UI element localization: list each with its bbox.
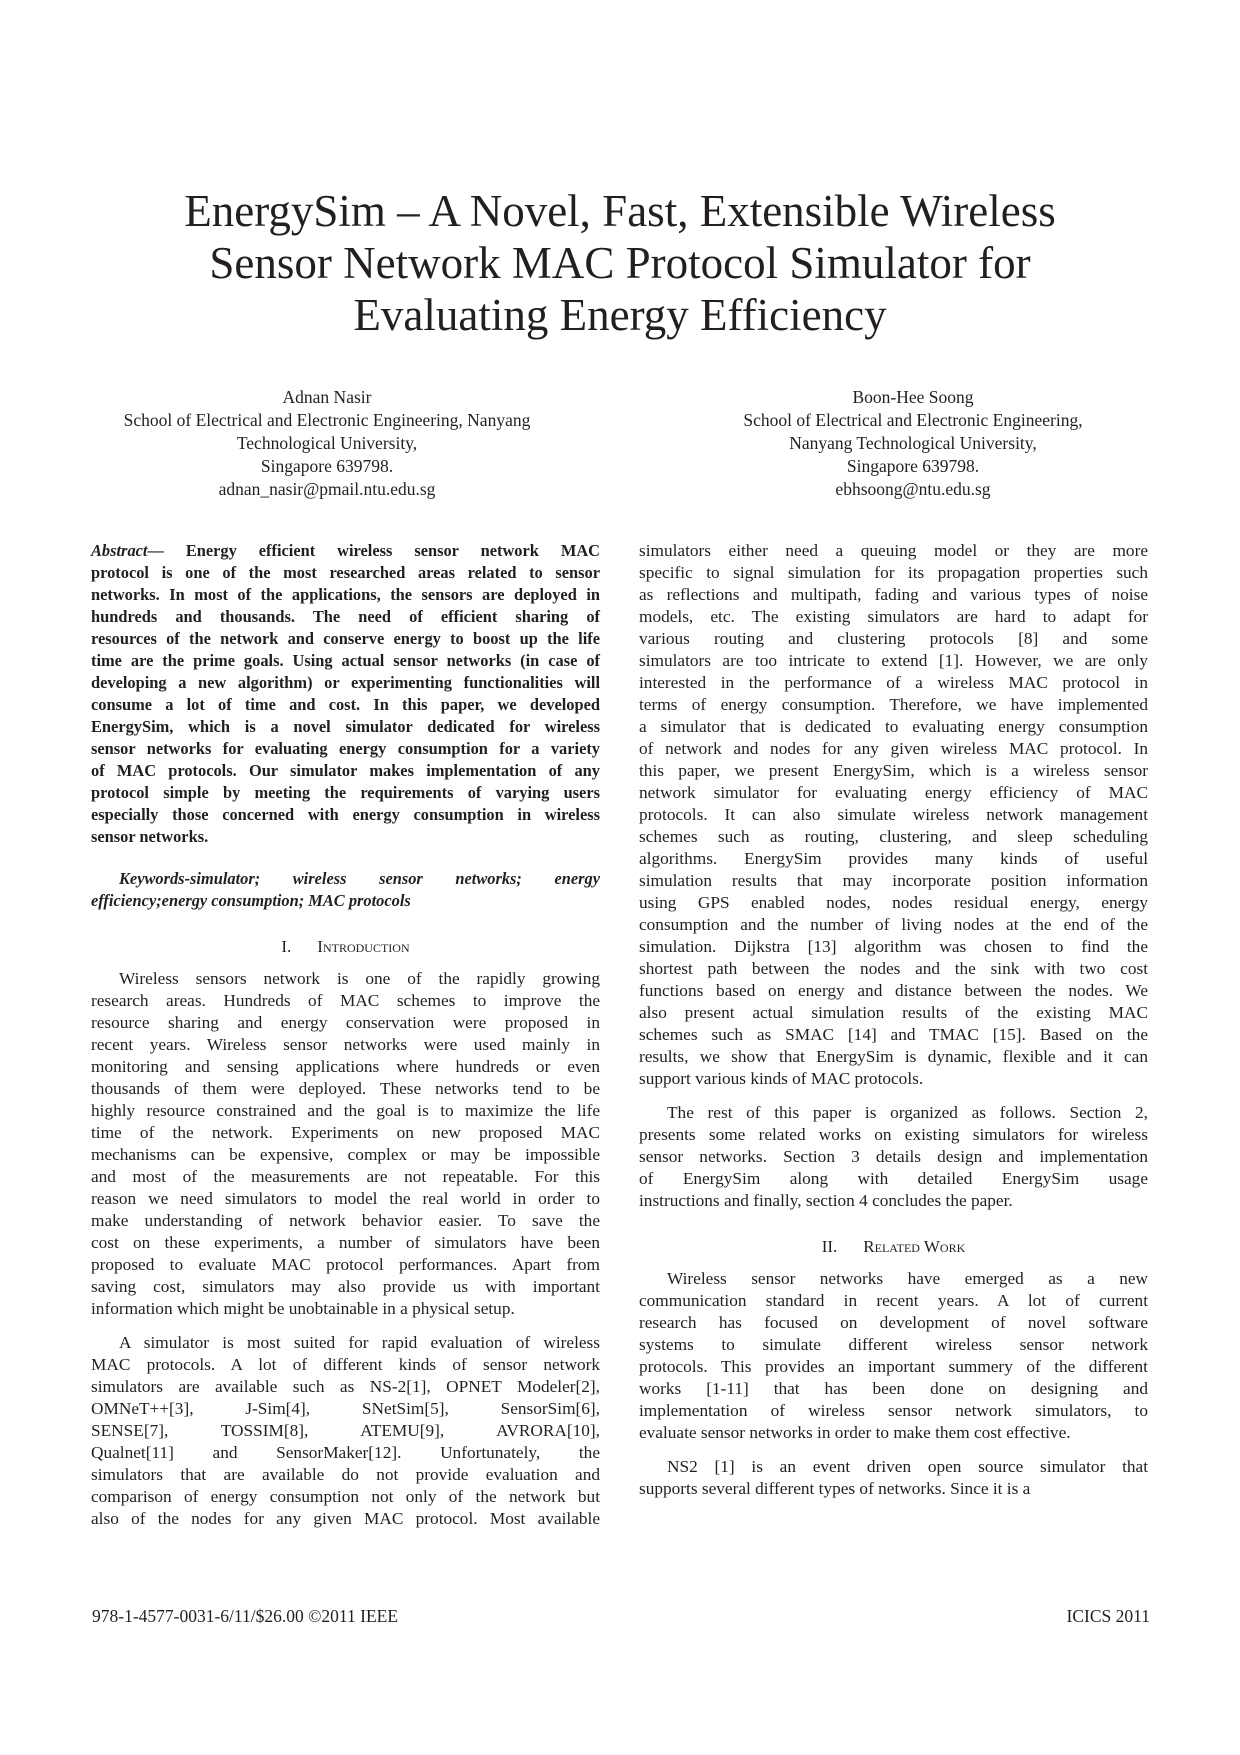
text-line: also of the nodes for any given MAC protocol. Most available xyxy=(91,1509,600,1528)
abstract-line: sensor networks for evaluating energy consumption for a variety xyxy=(91,739,600,758)
text-line: The rest of this paper is organized as follows. Section 2, xyxy=(667,1103,1148,1122)
abstract-line: protocol simple by meeting the requirements of varying users xyxy=(91,783,600,802)
text-line: information which might be unobtainable in a physical setup. xyxy=(91,1299,515,1318)
text-line: and most of the measurements are not repeatable. For this xyxy=(91,1167,600,1186)
abstract-line xyxy=(91,540,600,562)
text-line: make understanding of network behavior easier. To save the xyxy=(91,1211,600,1230)
abstract-line: EnergySim, which is a novel simulator dedicated for wireless xyxy=(91,717,600,736)
text-line: using GPS enabled nodes, nodes residual energy, energy xyxy=(639,893,1148,912)
author-affiliation: Technological University, xyxy=(236,433,418,453)
text-line: simulation. Dijkstra [13] algorithm was chosen to find the xyxy=(639,937,1148,956)
text-line: resource sharing and energy conservation were proposed in xyxy=(91,1013,600,1032)
text-line: of network and nodes for any given wireless MAC protocol. In xyxy=(639,739,1148,758)
text-line: cost on these experiments, a number of simulators have been xyxy=(91,1233,600,1252)
text-line: simulators either need a queuing model or they are more xyxy=(639,541,1148,560)
text-line: functions based on energy and distance between the nodes. We xyxy=(639,981,1148,1000)
section-heading-related-work xyxy=(639,1236,1148,1258)
text-line: mechanisms can be expensive, complex or may be impossible xyxy=(91,1145,600,1164)
paragraph xyxy=(639,1268,1148,1444)
author-name: Boon-Hee Soong xyxy=(852,387,974,407)
text-line: interested in the performance of a wireless MAC protocol in xyxy=(639,673,1148,692)
abstract-line: networks. In most of the applications, the sensors are deployed in xyxy=(91,585,600,604)
text-line: thousands of them were deployed. These networks tend to be xyxy=(91,1079,600,1098)
text-line: various routing and clustering protocols [8] and some xyxy=(639,629,1148,648)
text-line: NS2 [1] is an event driven open source simulator that xyxy=(667,1457,1148,1476)
title-line: EnergySim – A Novel, Fast, Extensible Wireless xyxy=(184,186,1056,236)
title-line: Evaluating Energy Efficiency xyxy=(353,290,887,340)
text-line: communication standard in recent years. A lot of current xyxy=(639,1291,1148,1310)
text-line: recent years. Wireless sensor networks were used mainly in xyxy=(91,1035,600,1054)
abstract-text: Energy efficient wireless sensor network MAC xyxy=(163,541,600,560)
text-line: monitoring and sensing applications where hundreds or even xyxy=(91,1057,600,1076)
text-line: research has focused on development of novel software xyxy=(639,1313,1148,1332)
text-line: implementation of wireless sensor network simulators, to xyxy=(639,1401,1148,1420)
text-line: support various kinds of MAC protocols. xyxy=(639,1069,924,1088)
abstract-line: especially those concerned with energy consumption in wireless xyxy=(91,805,600,824)
text-line: supports several different types of networks. Since it is a xyxy=(639,1479,1031,1498)
text-line: of EnergySim along with detailed EnergySim usage xyxy=(639,1169,1148,1188)
text-line: comparison of energy consumption not only of the network but xyxy=(91,1487,600,1506)
text-line: presents some related works on existing simulators for wireless xyxy=(639,1125,1148,1144)
text-line: sensor networks. Section 3 details design and implementation xyxy=(639,1147,1148,1166)
author-affiliation: School of Electrical and Electronic Engineering, xyxy=(743,410,1083,430)
text-line: Qualnet[11] and SensorMaker[12]. Unfortunately, the xyxy=(91,1443,600,1462)
author-affiliation: Singapore 639798. xyxy=(260,456,394,476)
author-affiliation: Singapore 639798. xyxy=(846,456,980,476)
abstract-line: of MAC protocols. Our simulator makes implementation of any xyxy=(91,761,600,780)
section-heading-introduction xyxy=(91,936,600,958)
section-title: Related Work xyxy=(863,1237,966,1256)
text-line: proposed to evaluate MAC protocol performances. Apart from xyxy=(91,1255,600,1274)
left-column xyxy=(91,540,600,1530)
text-line: models, etc. The existing simulators are hard to adapt for xyxy=(639,607,1148,626)
text-line: research areas. Hundreds of MAC schemes to improve the xyxy=(91,991,600,1010)
section-title: Introduction xyxy=(317,937,410,956)
author-block xyxy=(668,386,1158,501)
copyright-footer: 978-1-4577-0031-6/11/$26.00 ©2011 IEEE xyxy=(92,1606,399,1626)
text-line: works [1-11] that has been done on designing and xyxy=(639,1379,1148,1398)
text-line: simulators are too intricate to extend [1]. However, we are only xyxy=(639,651,1148,670)
text-line: terms of energy consumption. Therefore, we have implemented xyxy=(639,695,1148,714)
text-line: network simulator for evaluating energy efficiency of MAC xyxy=(639,783,1148,802)
abstract xyxy=(91,540,600,848)
paragraph xyxy=(639,1102,1148,1212)
text-line: instructions and finally, section 4 concludes the paper. xyxy=(639,1191,1013,1210)
text-line: algorithms. EnergySim provides many kinds of useful xyxy=(639,849,1148,868)
abstract-line: consume a lot of time and cost. In this paper, we developed xyxy=(91,695,600,714)
keywords-line: efficiency;energy consumption; MAC protocols xyxy=(91,891,411,910)
text-line: schemes such as routing, clustering, and sleep scheduling xyxy=(639,827,1148,846)
right-column xyxy=(639,540,1148,1500)
text-line: results, we show that EnergySim is dynamic, flexible and it can xyxy=(639,1047,1148,1066)
abstract-line: hundreds and thousands. The need of efficient sharing of xyxy=(91,607,600,626)
author-email[interactable]: ebhsoong@ntu.edu.sg xyxy=(835,479,991,499)
abstract-line: developing a new algorithm) or experimenting functionalities will xyxy=(91,673,600,692)
text-line: protocols. This provides an important summery of the different xyxy=(639,1357,1148,1376)
text-line: time of the network. Experiments on new proposed MAC xyxy=(91,1123,600,1142)
text-line: simulators are available such as NS-2[1], OPNET Modeler[2], xyxy=(91,1377,600,1396)
text-line: simulation results that may incorporate position information xyxy=(639,871,1148,890)
text-line: Wireless sensor networks have emerged as a new xyxy=(667,1269,1148,1288)
text-line: OMNeT++[3], J-Sim[4], SNetSim[5], SensorSim[6], xyxy=(91,1399,600,1418)
text-line: a simulator that is dedicated to evaluating energy consumption xyxy=(639,717,1148,736)
author-affiliation: School of Electrical and Electronic Engineering, Nanyang xyxy=(123,410,531,430)
keywords xyxy=(91,868,600,912)
text-line: evaluate sensor networks in order to make them cost effective. xyxy=(639,1423,1071,1442)
paragraph xyxy=(91,968,600,1320)
text-line: consumption and the number of living nodes at the end of the xyxy=(639,915,1148,934)
paragraph xyxy=(639,540,1148,1090)
text-line: this paper, we present EnergySim, which is a wireless sensor xyxy=(639,761,1148,780)
text-line: simulators that are available do not provide evaluation and xyxy=(91,1465,600,1484)
section-number: I. xyxy=(281,937,292,956)
author-affiliation: Nanyang Technological University, xyxy=(789,433,1037,453)
paragraph xyxy=(639,1456,1148,1500)
text-line: also present actual simulation results of the existing MAC xyxy=(639,1003,1148,1022)
author-name: Adnan Nasir xyxy=(282,387,372,407)
text-line: specific to signal simulation for its propagation properties such xyxy=(639,563,1148,582)
section-number: II. xyxy=(821,1237,838,1256)
abstract-line: sensor networks. xyxy=(91,827,209,846)
abstract-line: time are the prime goals. Using actual sensor networks (in case of xyxy=(91,651,600,670)
text-line: reason we need simulators to model the real world in order to xyxy=(91,1189,600,1208)
text-line: MAC protocols. A lot of different kinds of sensor network xyxy=(91,1355,600,1374)
keywords-line: Keywords-simulator; wireless sensor networks; energy xyxy=(119,869,600,888)
text-line: SENSE[7], TOSSIM[8], ATEMU[9], AVRORA[10], xyxy=(91,1421,600,1440)
paper-title xyxy=(80,185,1160,341)
author-block xyxy=(82,386,572,501)
text-line: schemes such as SMAC [14] and TMAC [15]. Based on the xyxy=(639,1025,1148,1044)
title-line: Sensor Network MAC Protocol Simulator for xyxy=(209,238,1031,288)
abstract-line: protocol is one of the most researched areas related to sensor xyxy=(91,563,600,582)
paragraph xyxy=(91,1332,600,1530)
text-line: A simulator is most suited for rapid evaluation of wireless xyxy=(119,1333,600,1352)
abstract-line: resources of the network and conserve energy to boost up the life xyxy=(91,629,600,648)
text-line: systems to simulate different wireless sensor network xyxy=(639,1335,1148,1354)
text-line: protocols. It can also simulate wireless network management xyxy=(639,805,1148,824)
text-line: saving cost, simulators may also provide us with important xyxy=(91,1277,600,1296)
text-line: shortest path between the nodes and the sink with two cost xyxy=(639,959,1148,978)
abstract-label: Abstract— xyxy=(91,541,164,560)
conference-footer: ICICS 2011 xyxy=(1066,1606,1150,1626)
text-line: highly resource constrained and the goal is to maximize the life xyxy=(91,1101,600,1120)
text-line: as reflections and multipath, fading and various types of noise xyxy=(639,585,1148,604)
text-line: Wireless sensors network is one of the rapidly growing xyxy=(119,969,600,988)
author-email[interactable]: adnan_nasir@pmail.ntu.edu.sg xyxy=(218,479,436,499)
